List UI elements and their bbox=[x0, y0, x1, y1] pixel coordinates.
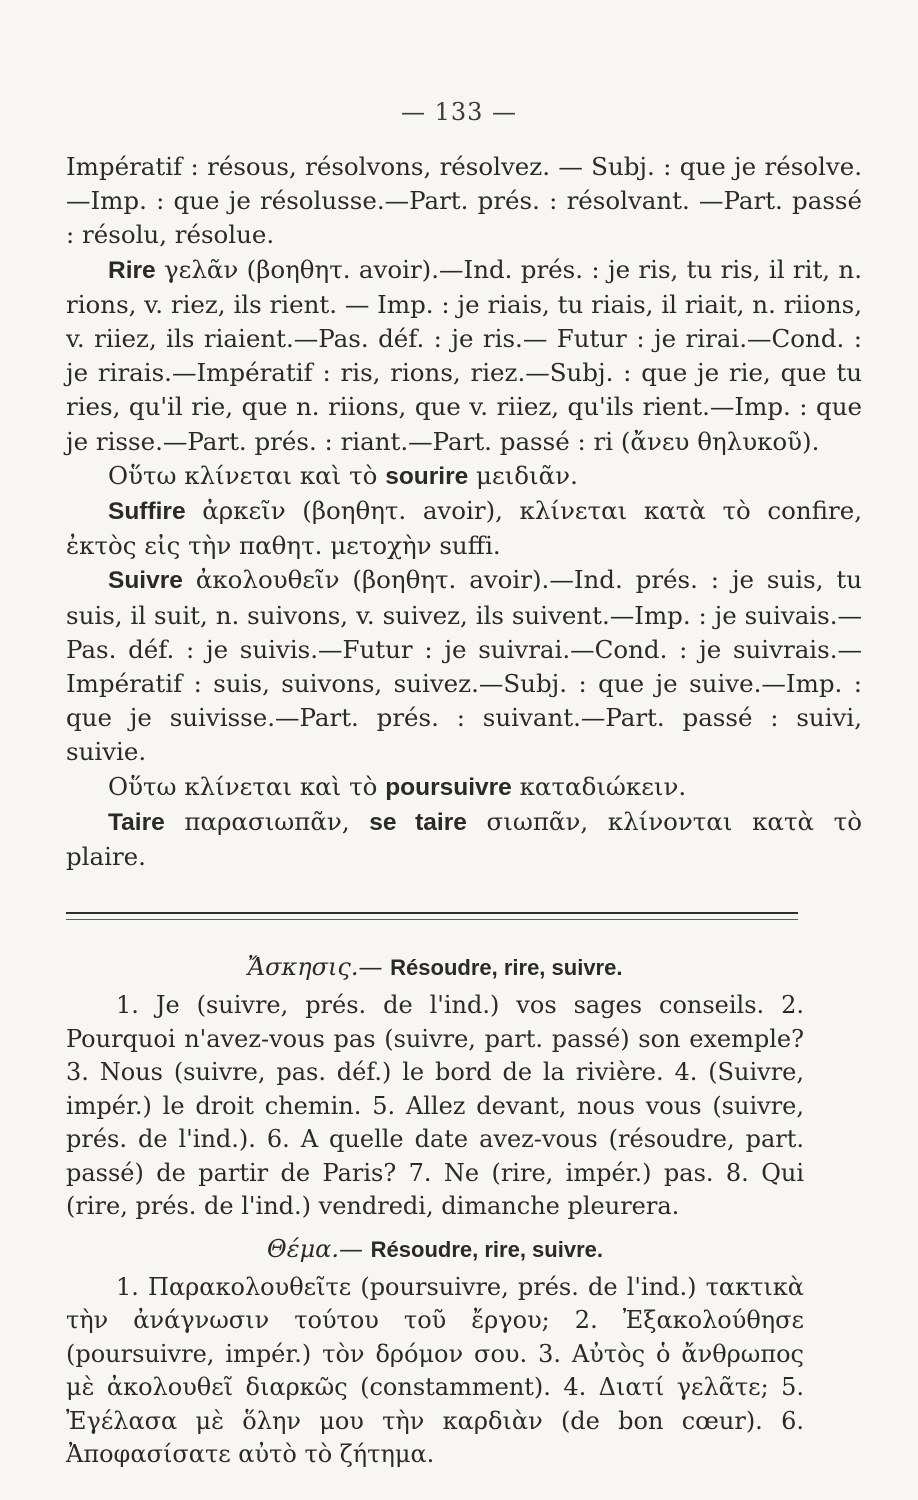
suivre-heading: Suivre bbox=[108, 567, 183, 595]
suffire-heading: Suffire bbox=[108, 498, 186, 526]
suffire-paragraph bbox=[66, 494, 862, 563]
suffire-text: ἀρκεῖν (βοηθητ. avoir), κλίνεται κατὰ τὸ confire, ἐκτὸς εἰς τὴν παθητ. μετοχὴν suffi. bbox=[66, 496, 862, 561]
suivre-paragraph bbox=[66, 563, 862, 769]
taire-heading: Taire bbox=[108, 808, 165, 836]
askesis-heading: Ἄσκησις.— Résoudre, rire, suivre. bbox=[247, 953, 623, 981]
poursuivre-note: Οὕτω κλίνεται καὶ τὸ poursuivre καταδιώκειν. bbox=[108, 771, 687, 801]
se-taire-word: se taire bbox=[369, 808, 467, 836]
thema-text: 1. Παρακολουθεῖτε (poursuivre, prés. de l'ind.) τακτικὰ τὴν ἀνάγνωσιν τούτου τοῦ ἔργου; 2. Ἐξακολούθησε (poursuivre, impér.) τὸν δρόμον σου. 3. Αὐτὸς ὁ ἄνθρωπος μὲ ἀκολουθεῖ διαρκῶς (constamment). 4. Διατί γελᾶτε; 5. Ἐγέλασα μὲ ὅλην μου τὴν καρδιὰν (de bon cœur). 6. Ἀποφασίσατε αὐτὸ τὸ ζήτημα. bbox=[66, 1272, 804, 1468]
rire-paragraph bbox=[66, 253, 862, 459]
sourire-word: sourire bbox=[385, 462, 469, 490]
divider-thick bbox=[66, 912, 798, 914]
askesis-text: 1. Je (suivre, prés. de l'ind.) vos sages conseils. 2. Pourquoi n'avez-vous pas (suivre, part. passé) son exemple? 3. Nous (suivre, pas. déf.) le bord de la rivière. 4. (Suivre, impér.) le droit chemin. 5. Allez devant, nous vous (suivre, prés. de l'ind.). 6. A quelle date avez-vous (résoudre, part. passé) de partir de Paris? 7. Ne (rire, impér.) pas. 8. Qui (rire, prés. de l'ind.) vendredi, dimanche pleurera. bbox=[66, 991, 804, 1220]
resoudre-imperative-paragraph: Impératif : résous, résolvons, résolvez. — Subj. : que je résolve.—Imp. : que je résolusse.—Part. prés. : résolvant. —Part. passé : résolu, résolue. bbox=[66, 152, 862, 250]
poursuivre-word: poursuivre bbox=[385, 773, 512, 801]
page-number: — 133 — bbox=[400, 98, 518, 126]
sourire-note: Οὕτω κλίνεται καὶ τὸ sourire μειδιᾶν. bbox=[108, 460, 578, 490]
rire-heading: Rire bbox=[108, 256, 156, 284]
thema-heading: Θέμα.— Résoudre, rire, suivre. bbox=[267, 1234, 603, 1263]
exercise-section bbox=[66, 950, 804, 1472]
suivre-text: ἀκολουθεῖν (βοηθητ. avoir).—Ind. prés. : je suis, tu suis, il suit, n. suivons, v. suivez, ils suivent.—Imp. : je suivais.—Pas. déf. : je suivis.—Futur : je suivrai.—Cond. : je suivrais.—Impératif : suis, suivons, suivez.—Subj. : que je suive.—Imp. : que je suivisse.—Part. prés. : suivant.—Part. passé : suivi, suivie. bbox=[66, 565, 862, 767]
conjugation-section bbox=[66, 150, 862, 874]
divider-thin bbox=[66, 919, 798, 920]
rire-text: γελᾶν (βοηθητ. avoir).—Ind. prés. : je ris, tu ris, il rit, n. rions, v. riez, ils rient. — Imp. : je riais, tu riais, il riait, n. riions, v. riiez, ils riaient.—Pas. déf. : je ris.— Futur : je rirai.—Cond. : je rirais.—Impératif : ris, rions, riez.—Subj. : que je rie, que tu ries, qu'il rie, que n. riions, que v. riiez, qu'ils rient.—Imp. : que je risse.—Part. prés. : riant.—Part. passé : ri (ἄνευ θηλυκοῦ). bbox=[66, 254, 862, 456]
taire-paragraph: Taire παρασιωπᾶν, se taire σιωπᾶν, κλίνονται κατὰ τὸ plaire. bbox=[66, 806, 862, 872]
